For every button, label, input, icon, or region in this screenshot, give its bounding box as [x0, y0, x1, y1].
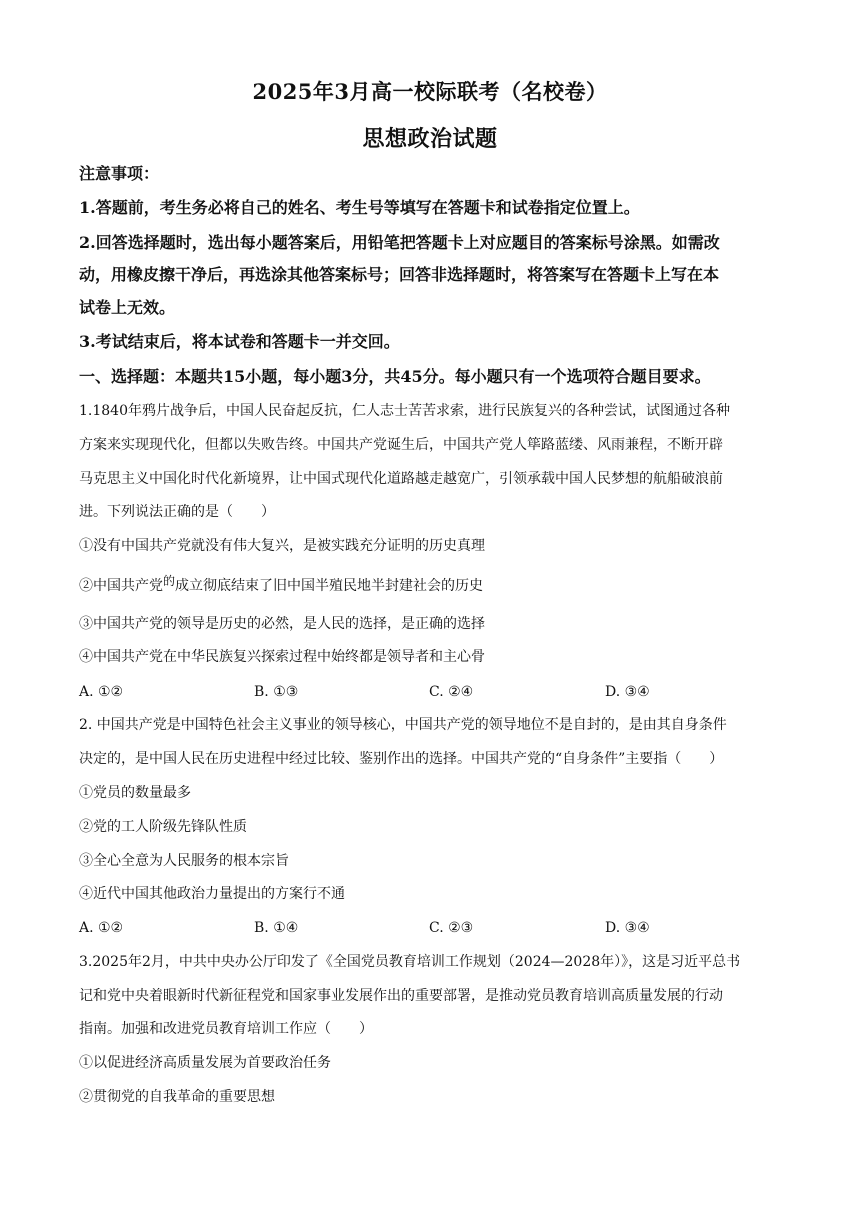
notice-item-2-line-2: 动，用橡皮擦干净后，再选涂其他答案标号；回答非选择题时，将答案写在答题卡上写在本	[79, 265, 720, 284]
q2-stem-line-2: 决定的，是中国人民在历史进程中经过比较、鉴别作出的选择。中国共产党的“自身条件”主要指（ ）	[79, 751, 724, 767]
q2-option-d[interactable]: D. ③④	[605, 920, 650, 936]
q2-option-b[interactable]: B. ①④	[254, 920, 299, 936]
q1-option-b[interactable]: B. ①③	[254, 684, 299, 700]
q1-option-d[interactable]: D. ③④	[605, 684, 650, 700]
q2-statement-4: ④近代中国其他政治力量提出的方案行不通	[79, 886, 345, 902]
notice-item-2-line-3: 试卷上无效。	[79, 298, 176, 317]
q2-stem-line-1: 2. 中国共产党是中国特色社会主义事业的领导核心，中国共产党的领导地位不是自封的，是由其自身条件	[79, 717, 727, 733]
exam-title: 2025年3月高一校际联考（名校卷）	[252, 79, 608, 104]
q3-stem-line-3: 指南。加强和改进党员教育培训工作应（ ）	[79, 1021, 373, 1037]
q3-stem-line-2: 记和党中央着眼新时代新征程党和国家事业发展作出的重要部署，是推动党员教育培训高质量发展的行动	[79, 988, 723, 1004]
q2-statement-3: ③全心全意为人民服务的根本宗旨	[79, 853, 289, 869]
q3-statement-2: ②贯彻党的自我革命的重要思想	[79, 1089, 275, 1105]
q1-option-c[interactable]: C. ②④	[429, 684, 474, 700]
exam-subject: 思想政治试题	[362, 126, 498, 152]
q2-option-a[interactable]: A. ①②	[79, 920, 124, 936]
q1-statement-1: ①没有中国共产党就没有伟大复兴，是被实践充分证明的历史真理	[79, 538, 485, 554]
q1-statement-2: ②中国共产党的成立彻底结束了旧中国半殖民地半封建社会的历史	[79, 574, 484, 594]
notice-heading: 注意事项：	[79, 164, 160, 183]
q1-stem-line-1: 1.1840年鸦片战争后，中国人民奋起反抗，仁人志士苦苦求索，进行民族复兴的各种尝试，试图通过各种	[79, 403, 730, 419]
section-heading: 一、选择题：本题共15小题，每小题3分，共45分。每小题只有一个选项符合题目要求。	[79, 367, 711, 386]
q3-statement-1: ①以促进经济高质量发展为首要政治任务	[79, 1055, 331, 1071]
notice-item-1: 1.答题前，考生务必将自己的姓名、考生号等填写在答题卡和试卷指定位置上。	[79, 198, 640, 217]
q1-statement-4: ④中国共产党在中华民族复兴探索过程中始终都是领导者和主心骨	[79, 649, 485, 665]
q2-statement-1: ①党员的数量最多	[79, 785, 191, 801]
q2-option-c[interactable]: C. ②③	[429, 920, 474, 936]
notice-item-3: 3.考试结束后，将本试卷和答题卡一并交回。	[79, 332, 400, 351]
q1-statement-3: ③中国共产党的领导是历史的必然，是人民的选择，是正确的选择	[79, 616, 485, 632]
q1-option-a[interactable]: A. ①②	[79, 684, 124, 700]
q1-stem-line-3: 马克思主义中国化时代化新境界，让中国式现代化道路越走越宽广，引领承载中国人民梦想的航船破浪前	[79, 471, 723, 487]
notice-item-2-line-1: 2.回答选择题时，选出每小题答案后，用铅笔把答题卡上对应题目的答案标号涂黑。如需改	[79, 233, 720, 252]
q2-statement-2: ②党的工人阶级先锋队性质	[79, 819, 247, 835]
q1-stem-line-2: 方案来实现现代化，但都以失败告终。中国共产党诞生后，中国共产党人筚路蓝缕、风雨兼程，不断开辟	[79, 437, 723, 453]
q1-stem-line-4: 进。下列说法正确的是（ ）	[79, 504, 275, 520]
q3-stem-line-1: 3.2025年2月，中共中央办公厅印发了《全国党员教育培训工作规划（2024—2028年）》，这是习近平总书	[79, 954, 741, 970]
